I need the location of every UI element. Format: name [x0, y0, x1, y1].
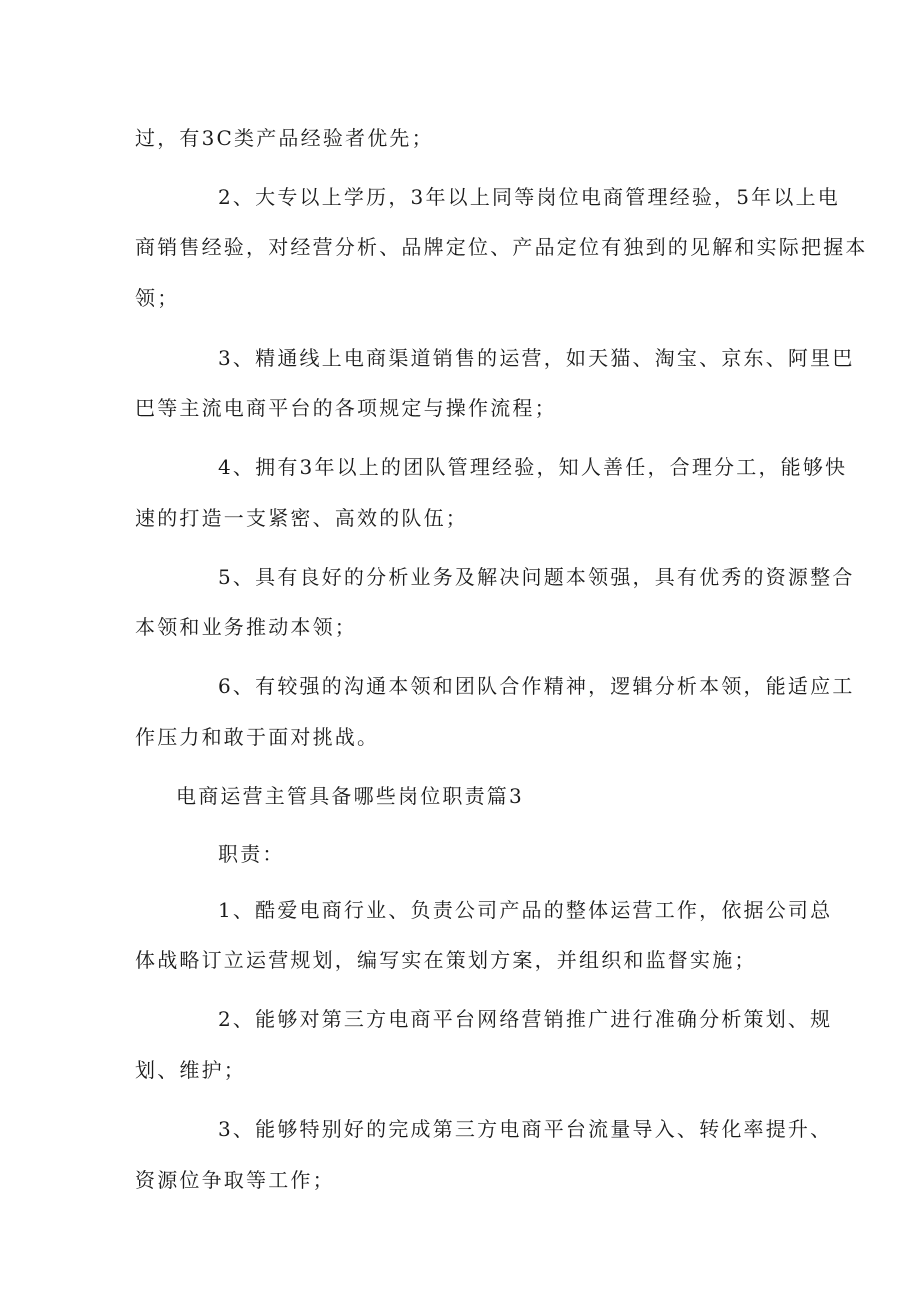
- text-line: 划、维护；: [135, 1058, 246, 1082]
- text-line: 2、能够对第三方电商平台网络营销推广进行准确分析策划、规: [218, 1007, 833, 1031]
- text-line: 3、精通线上电商渠道销售的运营，如天猫、淘宝、京东、阿里巴: [218, 346, 855, 370]
- text-line: 速的打造一支紧密、高效的队伍；: [135, 506, 468, 530]
- text-line: 4、拥有3年以上的团队管理经验，知人善任，合理分工，能够快: [218, 455, 848, 479]
- text-line: 职责：: [218, 842, 285, 866]
- text-line: 领；: [135, 286, 180, 310]
- text-line: 本领和业务推动本领；: [135, 615, 357, 639]
- section-heading: 电商运营主管具备哪些岗位职责篇3: [176, 784, 524, 808]
- text-line: 3、能够特别好的完成第三方电商平台流量导入、转化率提升、: [218, 1117, 833, 1141]
- text-line: 商销售经验，对经营分析、品牌定位、产品定位有独到的见解和实际把握本: [135, 235, 868, 259]
- text-line: 过，有3C类产品经验者优先；: [135, 126, 434, 150]
- text-line: 巴等主流电商平台的各项规定与操作流程；: [135, 396, 557, 420]
- text-line: 体战略订立运营规划，编写实在策划方案，并组织和监督实施；: [135, 948, 757, 972]
- text-line: 6、有较强的沟通本领和团队合作精神，逻辑分析本领，能适应工: [218, 674, 855, 698]
- text-line: 作压力和敢于面对挑战。: [135, 725, 380, 749]
- text-line: 1、酷爱电商行业、负责公司产品的整体运营工作，依据公司总: [218, 898, 833, 922]
- text-line: 资源位争取等工作；: [135, 1168, 335, 1192]
- text-line: 5、具有良好的分析业务及解决问题本领强，具有优秀的资源整合: [218, 565, 855, 589]
- text-line: 2、大专以上学历，3年以上同等岗位电商管理经验，5年以上电: [218, 185, 840, 209]
